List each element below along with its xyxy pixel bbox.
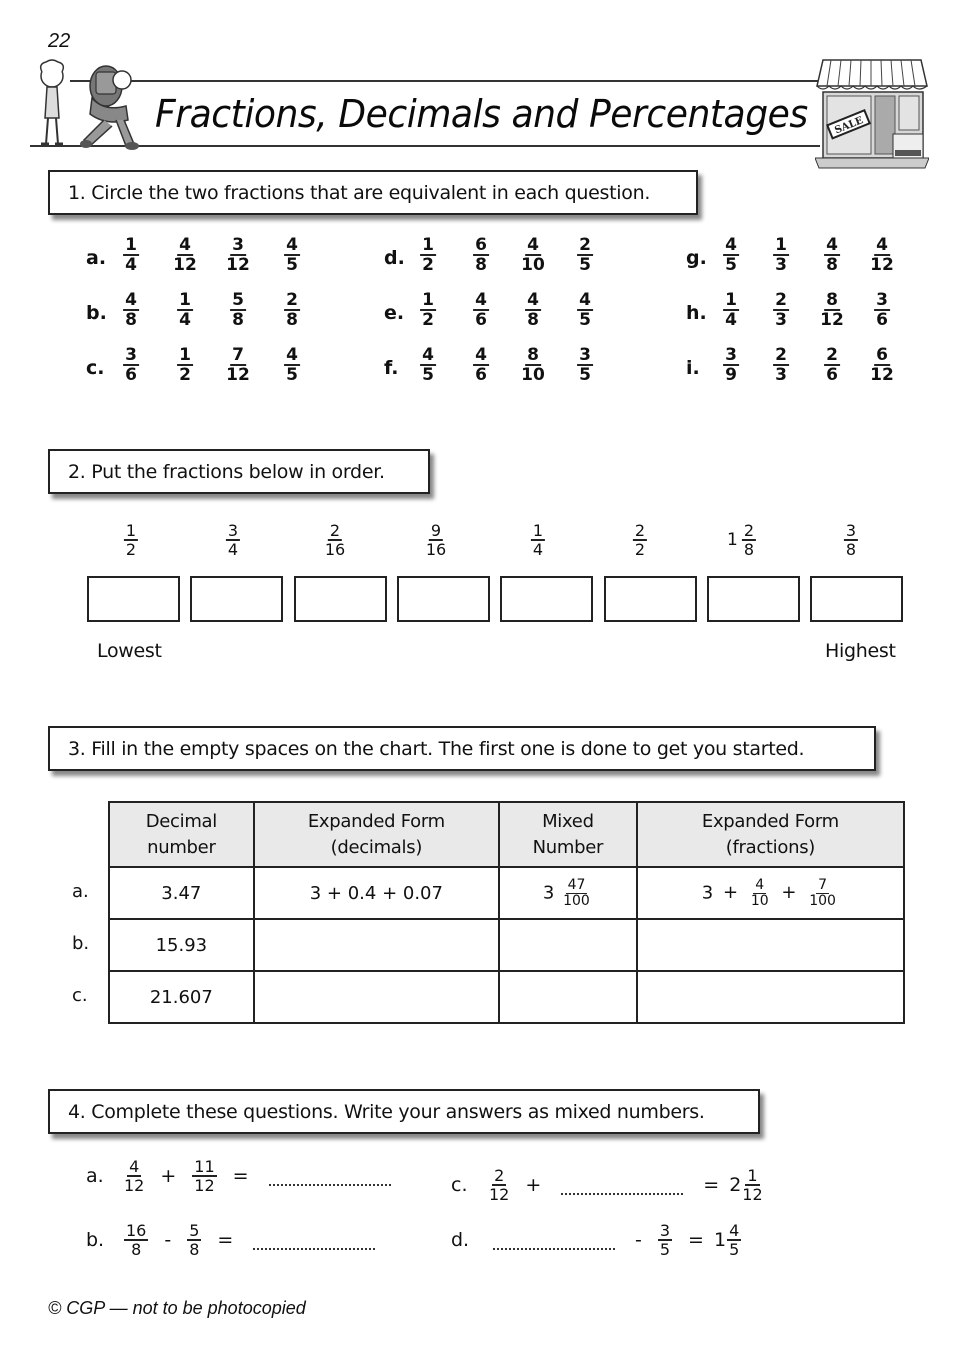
circleable-fraction[interactable]: $\frac{4}{12}$ bbox=[870, 235, 894, 275]
question-3-instruction bbox=[48, 726, 876, 771]
circleable-fraction[interactable]: $\frac{3}{5}$ bbox=[579, 345, 591, 385]
circleable-fraction[interactable]: $\frac{2}{8}$ bbox=[286, 290, 298, 330]
order-answer-box[interactable] bbox=[190, 576, 283, 622]
question-1-item-label: b. bbox=[86, 302, 107, 324]
question-4-instruction bbox=[48, 1089, 760, 1134]
answer-blank-4a[interactable] bbox=[269, 1166, 391, 1186]
circleable-fraction[interactable]: $\frac{4}{5}$ bbox=[286, 345, 298, 385]
question-1-text: 1. Circle the two fractions that are equivalent in each question. bbox=[68, 181, 651, 204]
row-label-a: a. bbox=[72, 881, 89, 902]
circleable-fraction[interactable]: $\frac{1}{3}$ bbox=[775, 235, 787, 275]
question-4-text: 4. Complete these questions. Write your answers as mixed numbers. bbox=[68, 1100, 705, 1123]
circleable-fraction[interactable]: $\frac{3}{6}$ bbox=[876, 290, 888, 330]
copyright-footer: © CGP — not to be photocopied bbox=[48, 1298, 306, 1318]
question-1-item-label: e. bbox=[384, 302, 405, 324]
order-answer-box[interactable] bbox=[87, 576, 180, 622]
circleable-fraction[interactable]: $\frac{4}{5}$ bbox=[286, 235, 298, 275]
cell-expanded-fractions-blank[interactable] bbox=[637, 971, 904, 1023]
fraction: $\frac{11}{12}$ bbox=[194, 1157, 215, 1195]
page-number: 22 bbox=[48, 30, 71, 52]
row-label-b: b. bbox=[72, 933, 90, 954]
fraction: $\frac{47}{100}$ bbox=[563, 876, 590, 909]
header-mixed-number: Mixed Number bbox=[499, 802, 637, 867]
cartoon-characters-icon bbox=[34, 58, 152, 154]
circleable-fraction[interactable]: $\frac{8}{12}$ bbox=[820, 290, 844, 330]
circleable-fraction[interactable]: $\frac{4}{5}$ bbox=[725, 235, 737, 275]
fraction: $\frac{5}{8}$ bbox=[189, 1221, 200, 1259]
banner-top-line bbox=[70, 80, 820, 82]
lowest-label: Lowest bbox=[97, 640, 162, 662]
question-1-item-label: i. bbox=[686, 357, 700, 379]
highest-label: Highest bbox=[825, 640, 896, 662]
question-1-item-label: c. bbox=[86, 357, 105, 379]
question-4a: a. $\frac{4}{12}$ + $\frac{11}{12}$ = bbox=[86, 1158, 401, 1194]
question-2-instruction bbox=[48, 449, 430, 494]
circleable-fraction[interactable]: $\frac{2}{3}$ bbox=[775, 290, 787, 330]
shop-front-icon bbox=[815, 56, 929, 170]
circleable-fraction[interactable]: $\frac{4}{6}$ bbox=[475, 290, 487, 330]
fraction: $\frac{16}{8}$ bbox=[126, 1221, 147, 1259]
circleable-fraction[interactable]: $\frac{6}{12}$ bbox=[870, 345, 894, 385]
order-answer-box[interactable] bbox=[500, 576, 593, 622]
circleable-fraction[interactable]: $\frac{3}{9}$ bbox=[725, 345, 737, 385]
table-row bbox=[109, 971, 904, 1023]
circleable-fraction[interactable]: $\frac{4}{8}$ bbox=[826, 235, 838, 275]
cell-expanded-decimals-blank[interactable] bbox=[254, 919, 499, 971]
mixed-number: 1 $\frac{4}{5}$ bbox=[713, 1221, 740, 1259]
circleable-fraction[interactable]: $\frac{1}{2}$ bbox=[422, 290, 434, 330]
cell-expanded-fractions: 3 + $\frac{4}{10}$ + $\frac{7}{100}$ bbox=[637, 867, 904, 919]
answer-blank-4d[interactable] bbox=[493, 1230, 615, 1250]
circleable-fraction[interactable]: $\frac{6}{8}$ bbox=[475, 235, 487, 275]
question-4b: b. $\frac{16}{8}$ - $\frac{5}{8}$ = bbox=[86, 1222, 385, 1258]
order-answer-box[interactable] bbox=[604, 576, 697, 622]
fraction: $\frac{4}{12}$ bbox=[124, 1157, 145, 1195]
page-title: Fractions, Decimals and Percentages bbox=[155, 92, 808, 136]
circleable-fraction[interactable]: $\frac{1}{4}$ bbox=[725, 290, 737, 330]
circleable-fraction[interactable]: $\frac{1}{4}$ bbox=[125, 235, 137, 275]
circleable-fraction[interactable]: $\frac{5}{8}$ bbox=[232, 290, 244, 330]
circleable-fraction[interactable]: $\frac{4}{6}$ bbox=[475, 345, 487, 385]
circleable-fraction[interactable]: $\frac{2}{6}$ bbox=[826, 345, 838, 385]
fraction: $\frac{2}{12}$ bbox=[489, 1166, 510, 1204]
fraction: $\frac{3}{5}$ bbox=[659, 1221, 671, 1259]
cell-mixed-number: 3 $\frac{47}{100}$ bbox=[499, 867, 637, 919]
row-label-c: c. bbox=[72, 985, 88, 1006]
question-4c: c. $\frac{2}{12}$ + = 2 $\frac{1}{12}$ bbox=[451, 1166, 763, 1204]
fraction-to-order: $\frac{2}{16}$ bbox=[324, 521, 346, 559]
question-1-item-label: h. bbox=[686, 302, 707, 324]
question-1-item-label: d. bbox=[384, 247, 405, 269]
circleable-fraction[interactable]: $\frac{2}{3}$ bbox=[775, 345, 787, 385]
answer-blank-4c[interactable] bbox=[561, 1175, 683, 1195]
header-expanded-fractions: Expanded Form (fractions) bbox=[637, 802, 904, 867]
cell-expanded-decimals: 3 + 0.4 + 0.07 bbox=[254, 867, 499, 919]
circleable-fraction[interactable]: $\frac{7}{12}$ bbox=[226, 345, 250, 385]
question-2-text: 2. Put the fractions below in order. bbox=[68, 460, 385, 483]
question-1-item-label: g. bbox=[686, 247, 707, 269]
fraction-to-order: $\frac{3}{4}$ bbox=[227, 521, 239, 559]
cell-decimal: 3.47 bbox=[109, 867, 254, 919]
circleable-fraction[interactable]: $\frac{1}{4}$ bbox=[179, 290, 191, 330]
question-1-item-label: a. bbox=[86, 247, 107, 269]
circleable-fraction[interactable]: $\frac{4}{12}$ bbox=[173, 235, 197, 275]
order-answer-box[interactable] bbox=[707, 576, 800, 622]
circleable-fraction[interactable]: $\frac{4}{5}$ bbox=[579, 290, 591, 330]
header-decimal-number: Decimal number bbox=[109, 802, 254, 867]
fraction: $\frac{7}{100}$ bbox=[809, 876, 836, 909]
order-answer-box[interactable] bbox=[397, 576, 490, 622]
cell-decimal: 15.93 bbox=[109, 919, 254, 971]
circleable-fraction[interactable]: $\frac{4}{5}$ bbox=[422, 345, 434, 385]
cell-expanded-decimals-blank[interactable] bbox=[254, 971, 499, 1023]
question-3-text: 3. Fill in the empty spaces on the chart. The first one is done to get you started. bbox=[68, 737, 805, 760]
fraction-to-order: $\frac{2}{2}$ bbox=[634, 521, 646, 559]
order-answer-box[interactable] bbox=[294, 576, 387, 622]
circleable-fraction[interactable]: $\frac{1}{2}$ bbox=[179, 345, 191, 385]
order-answer-box[interactable] bbox=[810, 576, 903, 622]
cell-expanded-fractions-blank[interactable] bbox=[637, 919, 904, 971]
circleable-fraction[interactable]: $\frac{3}{6}$ bbox=[125, 345, 137, 385]
circleable-fraction[interactable]: $\frac{8}{10}$ bbox=[521, 345, 545, 385]
fraction-to-order: $\frac{9}{16}$ bbox=[425, 521, 447, 559]
fraction-to-order: $\frac{1}{4}$ bbox=[532, 521, 544, 559]
fraction-to-order: $\frac{2}{8}$ bbox=[743, 521, 755, 559]
whole-number: 1 bbox=[727, 530, 738, 550]
chart-header-row bbox=[109, 802, 904, 867]
cell-mixed-number-blank[interactable] bbox=[499, 919, 637, 971]
cell-decimal: 21.607 bbox=[109, 971, 254, 1023]
table-row bbox=[109, 867, 904, 919]
fraction-to-order: $\frac{3}{8}$ bbox=[845, 521, 857, 559]
circleable-fraction[interactable]: $\frac{3}{12}$ bbox=[226, 235, 250, 275]
answer-blank-4b[interactable] bbox=[253, 1230, 375, 1250]
svg-text:SALE: SALE bbox=[833, 115, 865, 137]
mixed-number: 2 $\frac{1}{12}$ bbox=[729, 1166, 763, 1204]
fraction-to-order: $\frac{1}{2}$ bbox=[125, 521, 137, 559]
circleable-fraction[interactable]: $\frac{2}{5}$ bbox=[579, 235, 591, 275]
question-1-instruction bbox=[48, 170, 698, 215]
fraction: $\frac{4}{10}$ bbox=[750, 876, 769, 909]
question-4d: d. - $\frac{3}{5}$ = 1 $\frac{4}{5}$ bbox=[451, 1221, 740, 1259]
circleable-fraction[interactable]: $\frac{4}{8}$ bbox=[125, 290, 137, 330]
cell-mixed-number-blank[interactable] bbox=[499, 971, 637, 1023]
conversion-chart bbox=[108, 801, 905, 1024]
table-row bbox=[109, 919, 904, 971]
circleable-fraction[interactable]: $\frac{1}{2}$ bbox=[422, 235, 434, 275]
question-1-item-label: f. bbox=[384, 357, 399, 379]
circleable-fraction[interactable]: $\frac{4}{8}$ bbox=[527, 290, 539, 330]
header-expanded-decimals: Expanded Form (decimals) bbox=[254, 802, 499, 867]
circleable-fraction[interactable]: $\frac{4}{10}$ bbox=[521, 235, 545, 275]
